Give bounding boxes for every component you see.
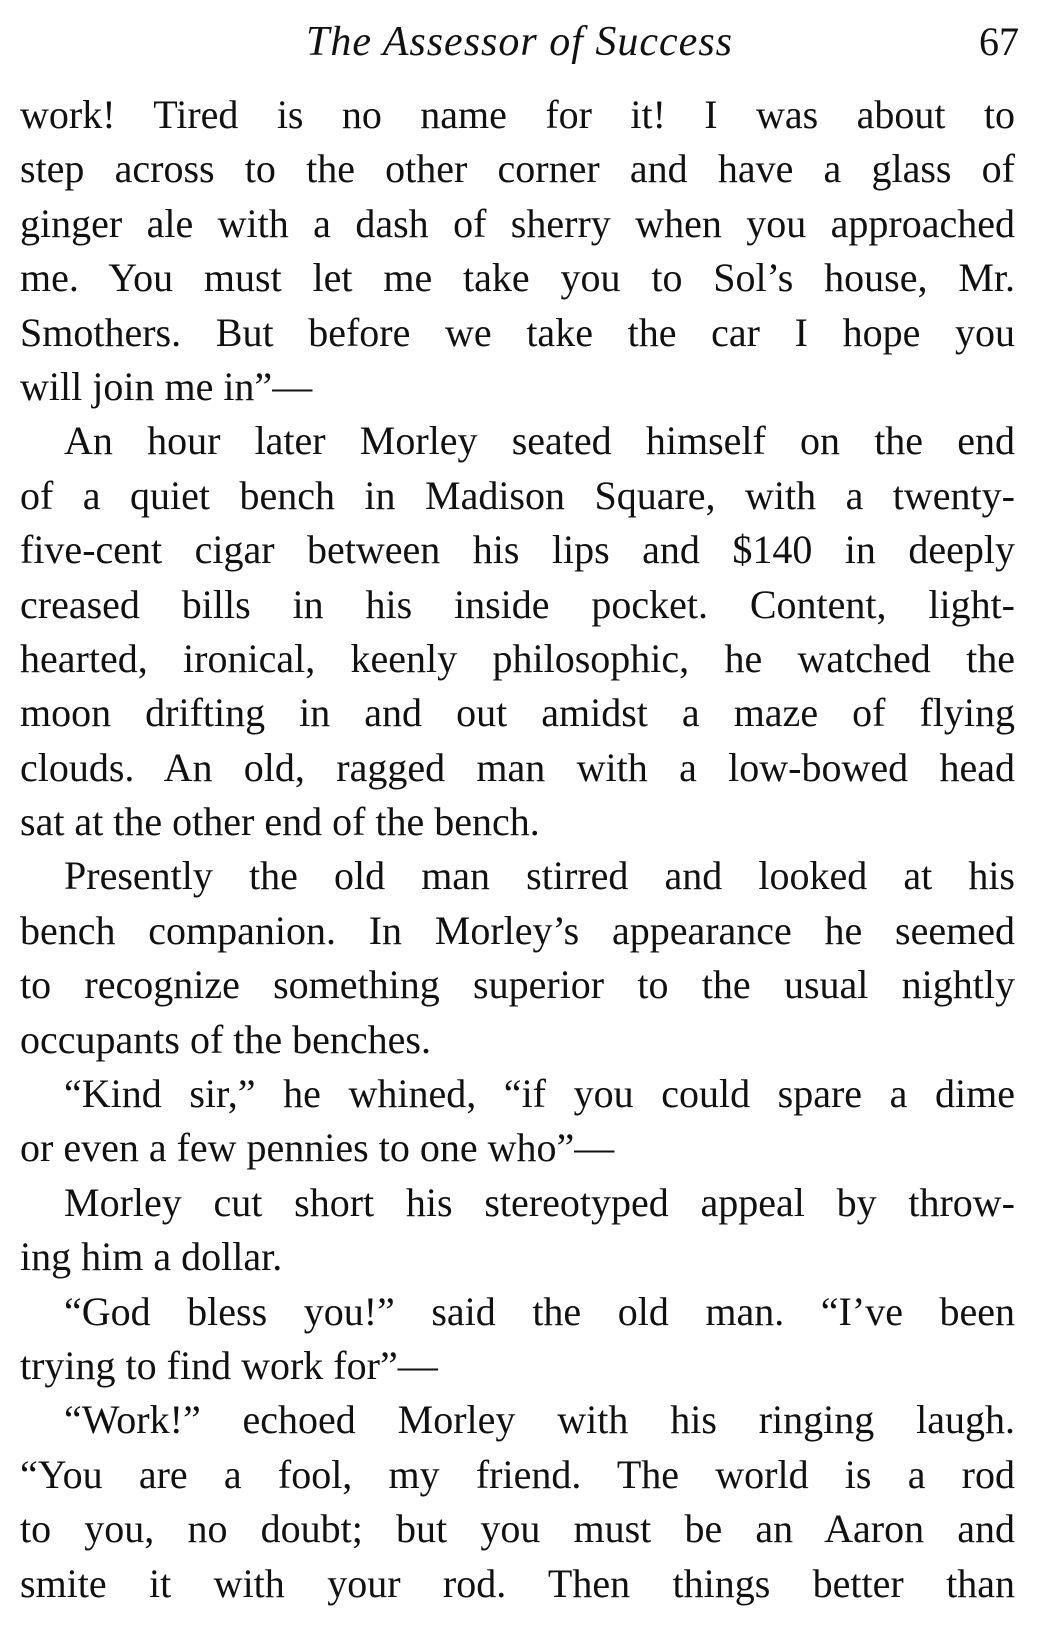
text-line: moon drifting in and out amidst a maze of flying [20,690,1015,736]
text-line: step across to the other corner and have a glass of [20,146,1015,192]
text-line: “You are a fool, my friend. The world is a rod [20,1451,1015,1497]
text-line: to recognize something superior to the usual nightly [20,962,1015,1008]
text-line: An hour later Morley seated himself on the end [64,418,1015,464]
text-line: to you, no doubt; but you must be an Aaron and [20,1506,1015,1552]
text-line: will join me in”— [20,363,313,409]
text-line: trying to find work for”— [20,1342,438,1388]
text-line: “God bless you!” said the old man. “I’ve been [64,1288,1015,1334]
text-line: five-cent cigar between his lips and $140 in deeply [20,527,1015,573]
text-line: clouds. An old, ragged man with a low-bowed head [20,744,1015,790]
body-text [20,88,1015,1611]
text-line: sat at the other end of the bench. [20,799,540,845]
text-line: occupants of the benches. [20,1016,431,1062]
text-line: me. You must let me take you to Sol’s house, Mr. [20,255,1015,301]
text-line: hearted, ironical, keenly philosophic, he watched the [20,635,1015,681]
text-line: Smothers. But before we take the car I hope you [20,309,1015,355]
text-line: or even a few pennies to one who”— [20,1125,615,1171]
text-line: creased bills in his inside pocket. Content, light- [20,581,1015,627]
page-number: 67 [979,19,1019,64]
text-line: of a quiet bench in Madison Square, with a twenty- [20,472,1015,518]
running-head [20,12,1019,72]
text-line: Morley cut short his stereotyped appeal by throw- [64,1179,1015,1225]
text-line: bench companion. In Morley’s appearance he seemed [20,907,1015,953]
text-line: Presently the old man stirred and looked at his [64,853,1015,899]
text-line: “Work!” echoed Morley with his ringing laugh. [64,1397,1015,1443]
text-line: ing him a dollar. [20,1234,283,1280]
text-line: smite it with your rod. Then things better than [20,1560,1015,1606]
text-line: work! Tired is no name for it! I was about to [20,92,1015,137]
text-line: “Kind sir,” he whined, “if you could spare a dime [64,1071,1015,1117]
text-line: ginger ale with a dash of sherry when you approached [20,200,1015,246]
running-title: The Assessor of Success [305,19,734,65]
